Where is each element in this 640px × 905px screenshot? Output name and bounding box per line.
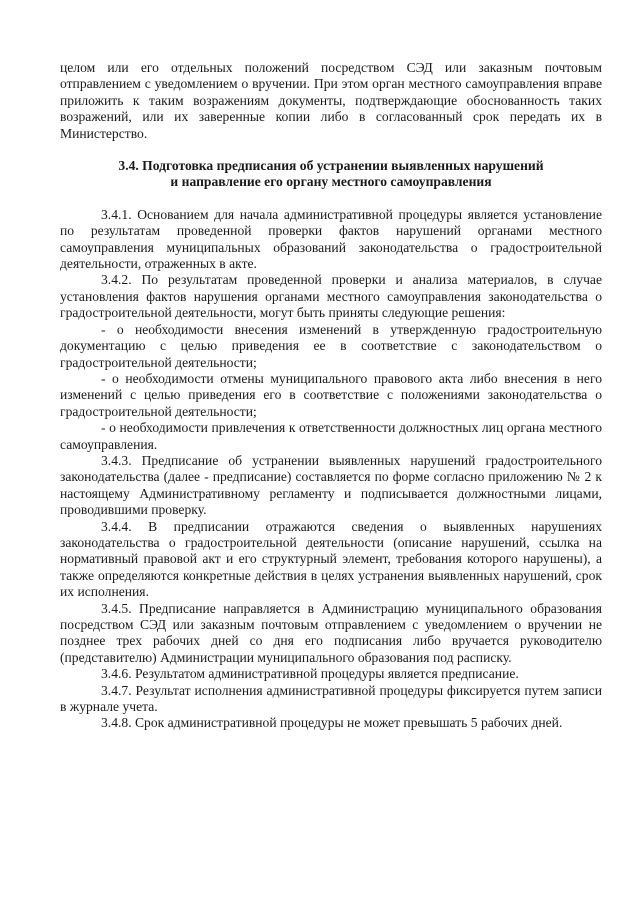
list-item-1: - о необходимости внесения изменений в утвержденную градостроительную документацию с целью приведения ее в соответствие с законодательством о градостроительной деятельности; — [60, 321, 602, 370]
section-heading-line-2: и направление его органу местного самоуправления — [170, 174, 492, 190]
paragraph-3-4-3: 3.4.3. Предписание об устранении выявленных нарушений градостроительного законодательства (далее - предписание) составляется по форме согласно приложению № 2 к настоящему Административному регламенту и подписывается должностными лицами, проводившими проверку. — [60, 452, 602, 518]
list-item-2: - о необходимости отмены муниципального правового акта либо внесения в него изменений с целью приведения его в соответствие с положениями законодательства о градостроительной деятельности; — [60, 370, 602, 419]
section-heading — [60, 158, 602, 191]
paragraph-3-4-2: 3.4.2. По результатам проведенной проверки и анализа материалов, в случае установления фактов нарушения органами местного самоуправления законодательства о градостроительной деятельности, могут быть приняты следующие решения: — [60, 272, 602, 321]
paragraph-3-4-7: 3.4.7. Результат исполнения административной процедуры фиксируется путем записи в журнале учета. — [60, 682, 602, 715]
intro-paragraph: целом или его отдельных положений посредством СЭД или заказным почтовым отправлением с уведомлением о вручении. При этом орган местного самоуправления вправе приложить к таким возражениям документы, подтверждающие обоснованность таких возражений, или их заверенные копии либо в согласованный срок передать их в Министерство. — [60, 60, 602, 141]
paragraph-3-4-1: 3.4.1. Основанием для начала административной процедуры является установление по результатам проведенной проверки фактов нарушений органами местного самоуправления муниципальных образований законодательства о градостроительной деятельности, отраженных в акте. — [60, 206, 602, 272]
section-heading-line-1: 3.4. Подготовка предписания об устранении выявленных нарушений — [118, 158, 544, 174]
list-item-3: - о необходимости привлечения к ответственности должностных лиц органа местного самоуправления. — [60, 420, 602, 452]
paragraph-3-4-8: 3.4.8. Срок административной процедуры не может превышать 5 рабочих дней. — [101, 715, 563, 731]
paragraph-3-4-6: 3.4.6. Результатом административной процедуры является предписание. — [101, 666, 519, 682]
paragraph-3-4-5: 3.4.5. Предписание направляется в Администрацию муниципального образования посредством СЭД или заказным почтовым отправлением с уведомлением о вручении не позднее трех рабочих дней со дня его подписания либо вручается руководителю (представителю) Администрации муниципального образования под расписку. — [60, 600, 602, 665]
paragraph-3-4-4: 3.4.4. В предписании отражаются сведения о выявленных нарушениях законодательства о градостроительной деятельности (описание нарушений, ссылка на нормативный правовой акт и его структурный элемент, требования которого нарушены), а также определяются конкретные действия в целях устранения выявленных нарушений, срок их исполнения. — [60, 518, 602, 600]
